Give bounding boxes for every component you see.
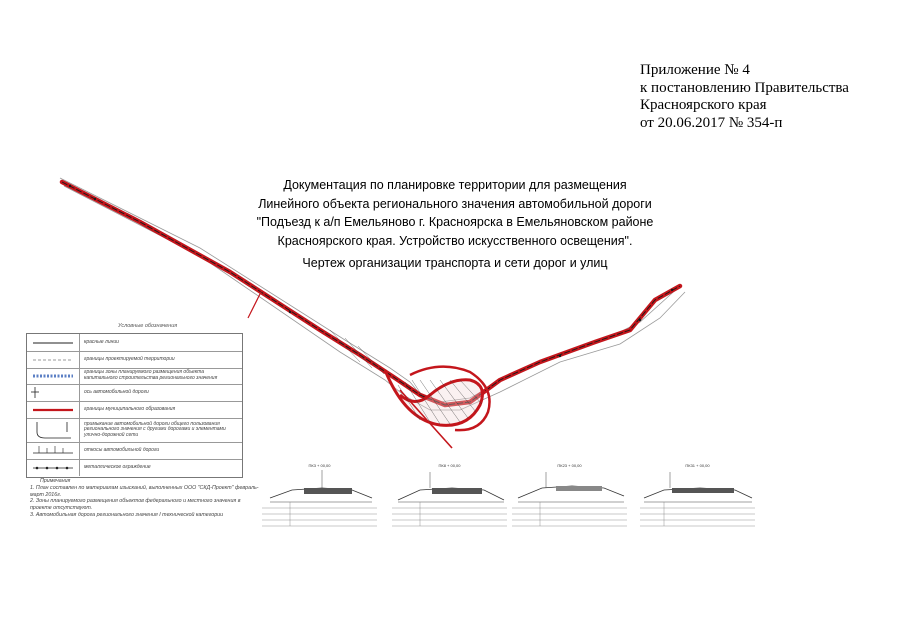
legend-row	[27, 459, 242, 476]
legend-table	[26, 333, 243, 478]
note-item: 3. Автомобильная дорога регионального значения I технической категории	[30, 511, 224, 518]
title-line-2: Линейного объекта регионального значения автомобильной дороги	[258, 196, 652, 211]
legend-label: красные линии	[84, 338, 119, 345]
legend-symbol-boundary	[27, 351, 80, 368]
interchange-loop	[385, 370, 482, 425]
appendix-number: Приложение № 4	[640, 62, 750, 78]
legend-symbol-municipal-boundary	[27, 401, 80, 418]
cross-section-label: ПК23 + 00,00	[557, 463, 582, 468]
legend-label: ось автомобильной дороги	[84, 388, 149, 395]
cross-section-drawing	[262, 462, 377, 530]
legend-symbol-junction	[27, 418, 80, 442]
document-title	[250, 176, 660, 273]
legend-label: границы муниципального образования	[84, 405, 176, 412]
drawing-subtitle: Чертеж организации транспорта и сети дорог и улиц	[302, 256, 608, 270]
legend-row	[27, 418, 242, 443]
cross-section-label: ПК8 + 00,00	[438, 463, 461, 468]
cross-section	[640, 462, 755, 530]
cross-section-drawing	[392, 462, 507, 530]
legend-label: примыкание автомобильной дороги общего пользования регионального значения с другими дорогами и элементами улично-дорожной сети	[84, 420, 226, 438]
note-item: 2. Зоны планируемого размещения объектов федерального и местного значения в проекте отсутствуют.	[30, 498, 241, 512]
note-item: 1. План составлен по материалам изысканий, выполненных ООО "СКД-Проект" февраль-март 2016г.	[30, 484, 259, 498]
legend-symbol-barrier	[27, 459, 80, 476]
legend-symbol-zone	[27, 368, 80, 384]
junction-road	[248, 290, 262, 318]
legend-symbol-slope	[27, 442, 80, 459]
title-line-4: Красноярского края. Устройство искусственного освещения".	[277, 233, 633, 248]
legend-row	[27, 368, 242, 385]
legend-row	[27, 442, 242, 460]
legend-heading: Условные обозначения	[118, 323, 178, 329]
cross-section	[262, 462, 377, 530]
cross-section-drawing	[512, 462, 627, 530]
cross-section	[392, 462, 507, 530]
cross-section	[512, 462, 627, 530]
legend-row	[27, 334, 242, 352]
appendix-date: от 20.06.2017 № 354-п	[640, 114, 783, 131]
title-line-1: Документация по планировке территории для размещения	[283, 178, 627, 192]
cross-section-drawing	[640, 462, 755, 530]
legend-label: границы зоны планируемого размещения объекта капитального строительства регионального значения	[84, 369, 218, 381]
legend-label: металлическое ограждение	[84, 463, 151, 470]
notes-block	[30, 478, 260, 519]
legend-symbol-axis	[27, 384, 80, 401]
legend-label: границы проектируемой территории	[84, 355, 175, 362]
title-line-3: "Подъезд к а/п Емельяново г. Красноярска в Емельяновском районе	[256, 215, 654, 229]
cross-section-label: ПК31 + 00,00	[685, 463, 710, 468]
legend-symbol-red-line	[27, 334, 80, 351]
legend-row	[27, 401, 242, 419]
appendix-resolution: к постановлению Правительства	[640, 79, 849, 96]
appendix-region: Красноярского края	[640, 97, 767, 113]
notes-heading: Примечания	[40, 478, 71, 484]
cross-section-label: ПК3 + 00,00	[308, 463, 331, 468]
legend-row	[27, 351, 242, 369]
legend-row	[27, 384, 242, 402]
legend-label: откосы автомобильной дороги	[84, 446, 160, 453]
